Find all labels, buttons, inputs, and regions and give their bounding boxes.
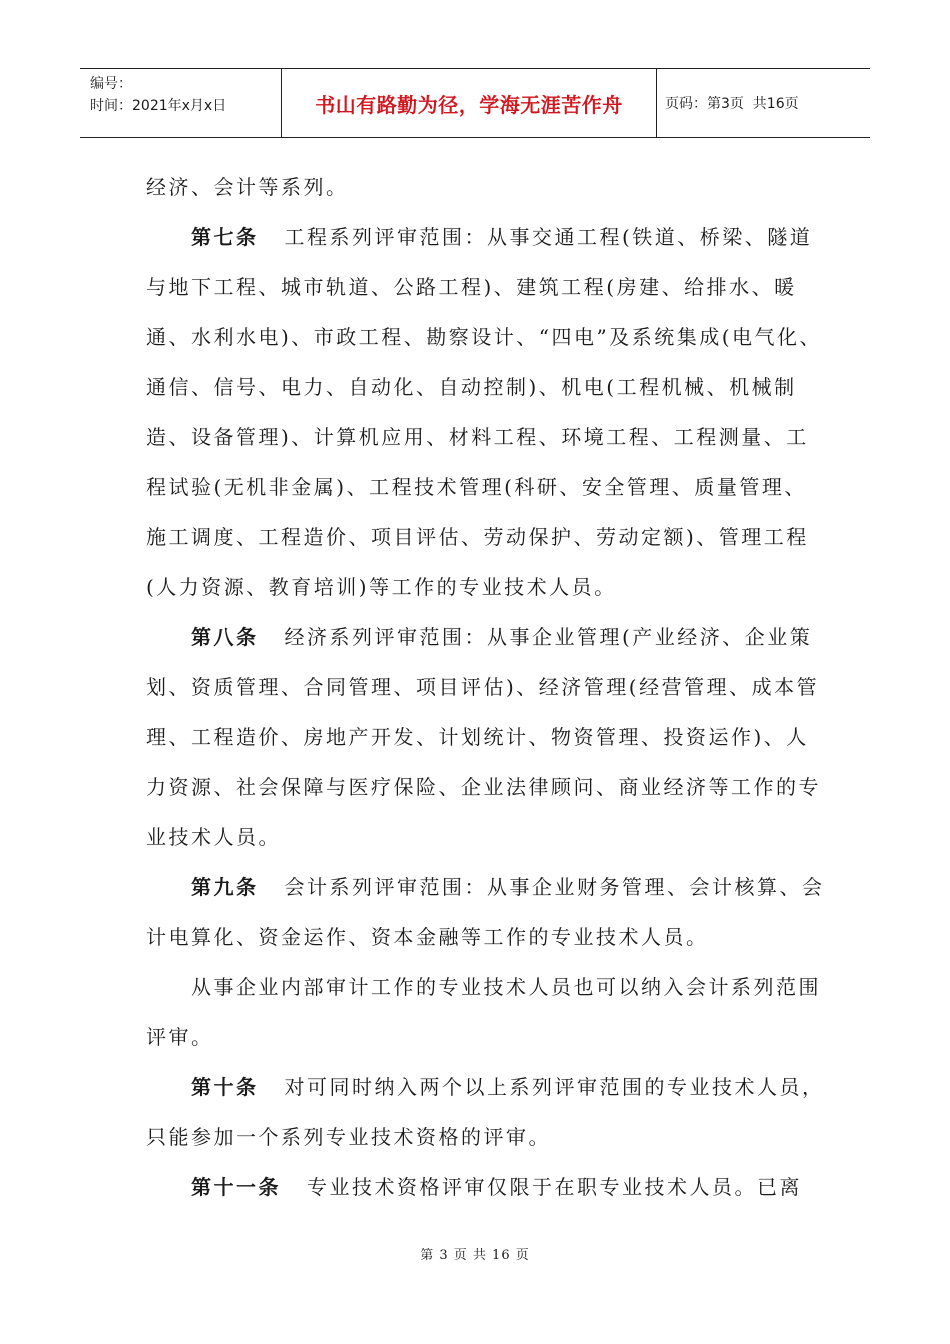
header-motto: 书山有路勤为径，学海无涯苦作舟 — [282, 69, 657, 137]
article-7-text: 工程系列评审范围：从事交通工程(铁道、桥梁、隧道与地下工程、城市轨道、公路工程)、建筑工程(房建、给排水、暖通、水利水电)、市政工程、勘察设计、“四电”及系统集成(电气化、通信、信号、电力、自动化、自动控制)、机电(工程机械、机械制造、设备管理)、计算机应用、材料工程、环境工程、工程测量、工程试验(无机非金属)、工程技术管理(科研、安全管理、质量管理、施工调度、工程造价、项目评估、劳动保护、劳动定额)、管理工程(人力资源、教育培训)等工作的专业技术人员。 — [146, 225, 823, 599]
article-9-heading: 第九条 — [191, 875, 259, 899]
article-10-text: 对可同时纳入两个以上系列评审范围的专业技术人员，只能参加一个系列专业技术资格的评审。 — [146, 1075, 825, 1149]
article-11-heading: 第十一条 — [191, 1175, 281, 1199]
article-9-text: 会计系列评审范围：从事企业财务管理、会计核算、会计电算化、资金运作、资本金融等工作的专业技术人员。 — [146, 875, 825, 949]
article-11-text: 专业技术资格评审仅限于在职专业技术人员。已离 — [307, 1175, 802, 1199]
article-7-heading: 第七条 — [191, 225, 259, 249]
document-body — [146, 162, 826, 1212]
article-9 — [146, 862, 826, 962]
article-8-text: 经济系列评审范围：从事企业管理(产业经济、企业策划、资质管理、合同管理、项目评估)、经济管理(经营管理、成本管理、工程造价、房地产开发、计划统计、物资管理、投资运作)、人力资源、社会保障与医疗保险、企业法律顾问、商业经济等工作的专业技术人员。 — [146, 625, 821, 849]
page-footer: 第 3 页 共 16 页 — [420, 1248, 530, 1263]
page-header — [80, 68, 870, 138]
document-time-label: 时间：2021年x月x日 — [90, 98, 227, 114]
article-8 — [146, 612, 826, 862]
article-8-heading: 第八条 — [191, 625, 259, 649]
document-number-label: 编号： — [90, 76, 132, 92]
header-page-info: 页码：第3页 共16页 — [665, 96, 799, 112]
paragraph-audit: 从事企业内部审计工作的专业技术人员也可以纳入会计系列范围评审。 — [146, 975, 821, 1049]
article-10-heading: 第十条 — [191, 1075, 259, 1099]
article-11 — [146, 1162, 826, 1212]
header-meta — [80, 69, 282, 137]
paragraph-continuation: 经济、会计等系列。 — [146, 175, 349, 199]
article-7 — [146, 212, 826, 612]
article-10 — [146, 1062, 826, 1162]
